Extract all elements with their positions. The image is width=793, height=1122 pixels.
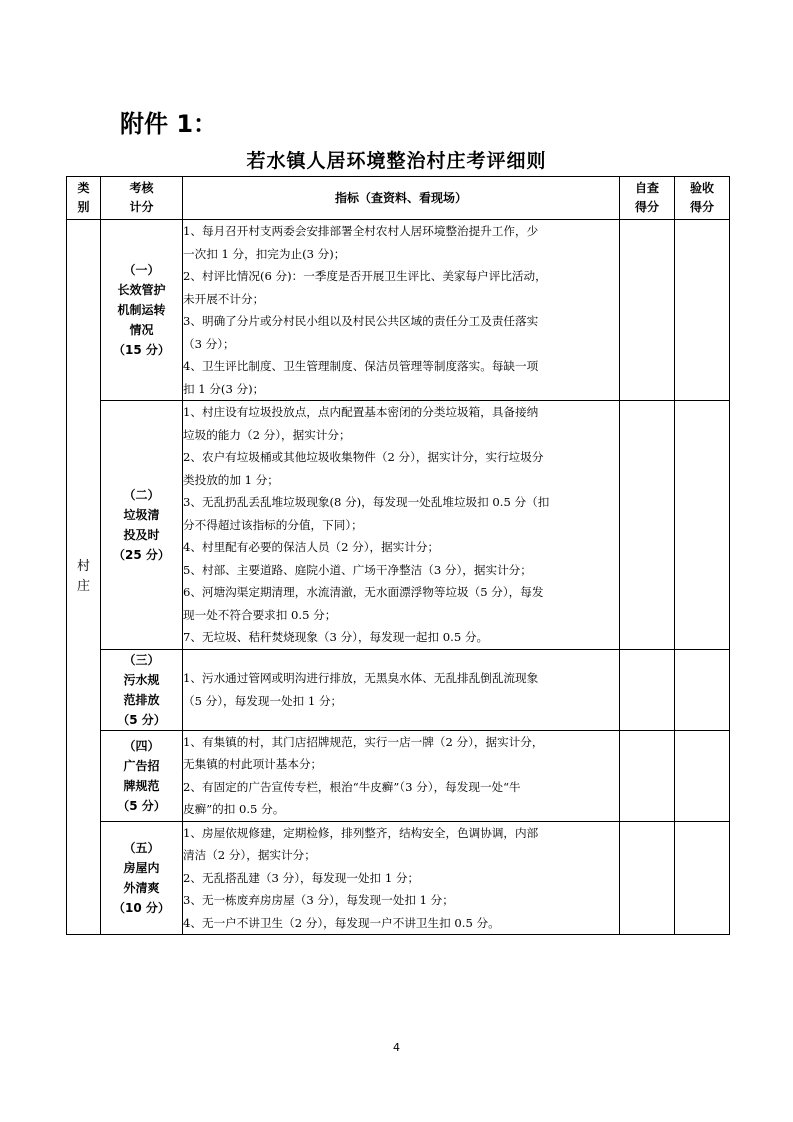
self-check-score-cell <box>620 401 675 650</box>
item-label-line: （10 分） <box>113 900 170 915</box>
header-indicator: 指标（查资料、看现场） <box>183 177 620 220</box>
item-label-line: （5 分） <box>117 712 166 727</box>
document-title: 若水镇人居环境整治村庄考评细则 <box>246 150 547 172</box>
item-cell <box>101 220 183 401</box>
item-label-line: （三） <box>123 652 160 667</box>
indicator-line: 3、明确了分片或分村民小组以及村民公共区域的责任分工及责任落实 <box>183 314 539 328</box>
indicator-line: 3、无乱扔乱丢乱堆垃圾现象(8 分)，每发现一处乱堆垃圾扣 0.5 分（扣 <box>183 495 550 509</box>
indicator-line: 4、卫生评比制度、卫生管理制度、保洁员管理等制度落实。每缺一项 <box>183 359 539 373</box>
indicator-line: 1、房屋依规修建，定期检修，排列整齐，结构安全，色调协调，内部 <box>183 825 539 840</box>
item-label-line: （25 分） <box>113 547 170 562</box>
indicator-line: 无集镇的村此项计基本分； <box>183 757 323 771</box>
item-cell <box>101 821 183 935</box>
indicator-line: 2、无乱搭乱建（3 分），每发现一处扣 1 分； <box>183 870 420 885</box>
acceptance-score-cell <box>675 730 730 821</box>
criteria-table <box>66 176 730 935</box>
acceptance-score-cell <box>675 220 730 401</box>
indicator-line: 2、农户有垃圾桶或其他垃圾收集物件（2 分），据实计分，实行垃圾分 <box>183 450 544 464</box>
item-cell <box>101 730 183 821</box>
item-label-line: 投及时 <box>123 527 160 542</box>
item-label-line: （二） <box>123 487 160 502</box>
indicator-line: 2、有固定的广告宣传专栏，根治“牛皮癣”（3 分），每发现一处“牛 <box>183 779 521 794</box>
acceptance-score-cell <box>675 821 730 935</box>
item-label-line: （5 分） <box>117 798 166 813</box>
indicator-line: 皮癣”的扣 0.5 分。 <box>183 802 285 816</box>
self-check-score-cell <box>620 649 675 730</box>
item-label-line: 外清爽 <box>123 880 160 895</box>
indicator-cell <box>183 220 620 401</box>
item-label-line: 垃圾清 <box>123 507 160 522</box>
category-text: 庄 <box>76 579 90 594</box>
indicator-cell <box>183 730 620 821</box>
category-cell <box>67 220 101 935</box>
header-item: 考核 计分 <box>101 177 183 220</box>
header-category: 类 别 <box>67 177 101 220</box>
item-label-line: 情况 <box>129 323 154 337</box>
indicator-line: 1、村庄设有垃圾投放点，点内配置基本密闭的分类垃圾箱，具备接纳 <box>183 405 539 419</box>
indicator-line: 一次扣 1 分，扣完为止(3 分)； <box>183 246 346 261</box>
indicator-line: 现一处不符合要求扣 0.5 分； <box>183 607 337 622</box>
item-cell <box>101 649 183 730</box>
indicator-line: （5 分），每发现一处扣 1 分； <box>183 693 343 708</box>
indicator-cell <box>183 821 620 935</box>
header-acceptance: 验收 得分 <box>675 177 730 220</box>
acceptance-score-cell <box>675 649 730 730</box>
indicator-line: 1、每月召开村支两委会安排部署全村农村人居环境整治提升工作，少 <box>183 224 539 238</box>
indicator-line: 5、村部、主要道路、庭院小道、广场干净整洁（3 分），据实计分； <box>183 562 532 577</box>
item-label-line: 广告招 <box>123 758 160 773</box>
table-row <box>67 220 730 401</box>
indicator-line: 1、污水通过管网或明沟进行排放，无黑臭水体、无乱排乱倒乱流现象 <box>183 671 539 685</box>
table-row <box>67 730 730 821</box>
indicator-line: 4、无一户不讲卫生（2 分），每发现一户不讲卫生扣 0.5 分。 <box>183 915 500 930</box>
item-label-line: （五） <box>123 840 160 855</box>
item-label-line: 污水规 <box>123 672 160 687</box>
item-label-line: 牌规范 <box>123 778 160 793</box>
item-label-line: 范排放 <box>123 692 160 707</box>
indicator-line: 清洁（2 分），据实计分； <box>183 848 316 862</box>
indicator-line: 未开展不计分； <box>183 291 265 306</box>
item-label-line: 机制运转 <box>117 303 166 317</box>
self-check-score-cell <box>620 220 675 401</box>
indicator-line: 2、村评比情况(6 分)：一季度是否开展卫生评比、美家每户评比活动， <box>183 269 547 283</box>
indicator-line: 1、有集镇的村，其门店招牌规范，实行一店一牌（2 分），据实计分， <box>183 734 544 749</box>
indicator-line: 分不得超过该指标的分值，下同）； <box>183 517 363 532</box>
indicator-line: 类投放的加 1 分； <box>183 472 279 487</box>
acceptance-score-cell <box>675 401 730 650</box>
item-label-line: 长效管护 <box>117 283 166 297</box>
item-cell <box>101 401 183 650</box>
indicator-cell <box>183 401 620 650</box>
table-row <box>67 821 730 935</box>
indicator-line: 扣 1 分(3 分)； <box>183 381 265 396</box>
self-check-score-cell <box>620 821 675 935</box>
header-self-check: 自查 得分 <box>620 177 675 220</box>
table-row <box>67 649 730 730</box>
indicator-cell <box>183 649 620 730</box>
indicator-line: 7、无垃圾、秸秆焚烧现象（3 分），每发现一起扣 0.5 分。 <box>183 630 489 644</box>
indicator-line: 6、河塘沟渠定期清理，水流清澈，无水面漂浮物等垃圾（5 分），每发 <box>183 585 544 599</box>
indicator-line: 垃圾的能力（2 分），据实计分； <box>183 427 351 442</box>
attachment-label: 附件 1： <box>120 110 218 138</box>
item-label-line: （四） <box>123 738 160 753</box>
item-label-line: （15 分） <box>113 343 170 357</box>
page-number: 4 <box>393 1041 400 1054</box>
self-check-score-cell <box>620 730 675 821</box>
table-header-row <box>67 177 730 220</box>
item-label-line: （一） <box>123 263 160 277</box>
category-text: 村 <box>76 559 90 574</box>
item-label-line: 房屋内 <box>123 860 160 875</box>
indicator-line: 3、无一栋废弃房房屋（3 分），每发现一处扣 1 分； <box>183 893 454 907</box>
table-row <box>67 401 730 650</box>
indicator-line: （3 分）； <box>183 336 235 351</box>
indicator-line: 4、村里配有必要的保洁人员（2 分），据实计分； <box>183 540 440 554</box>
